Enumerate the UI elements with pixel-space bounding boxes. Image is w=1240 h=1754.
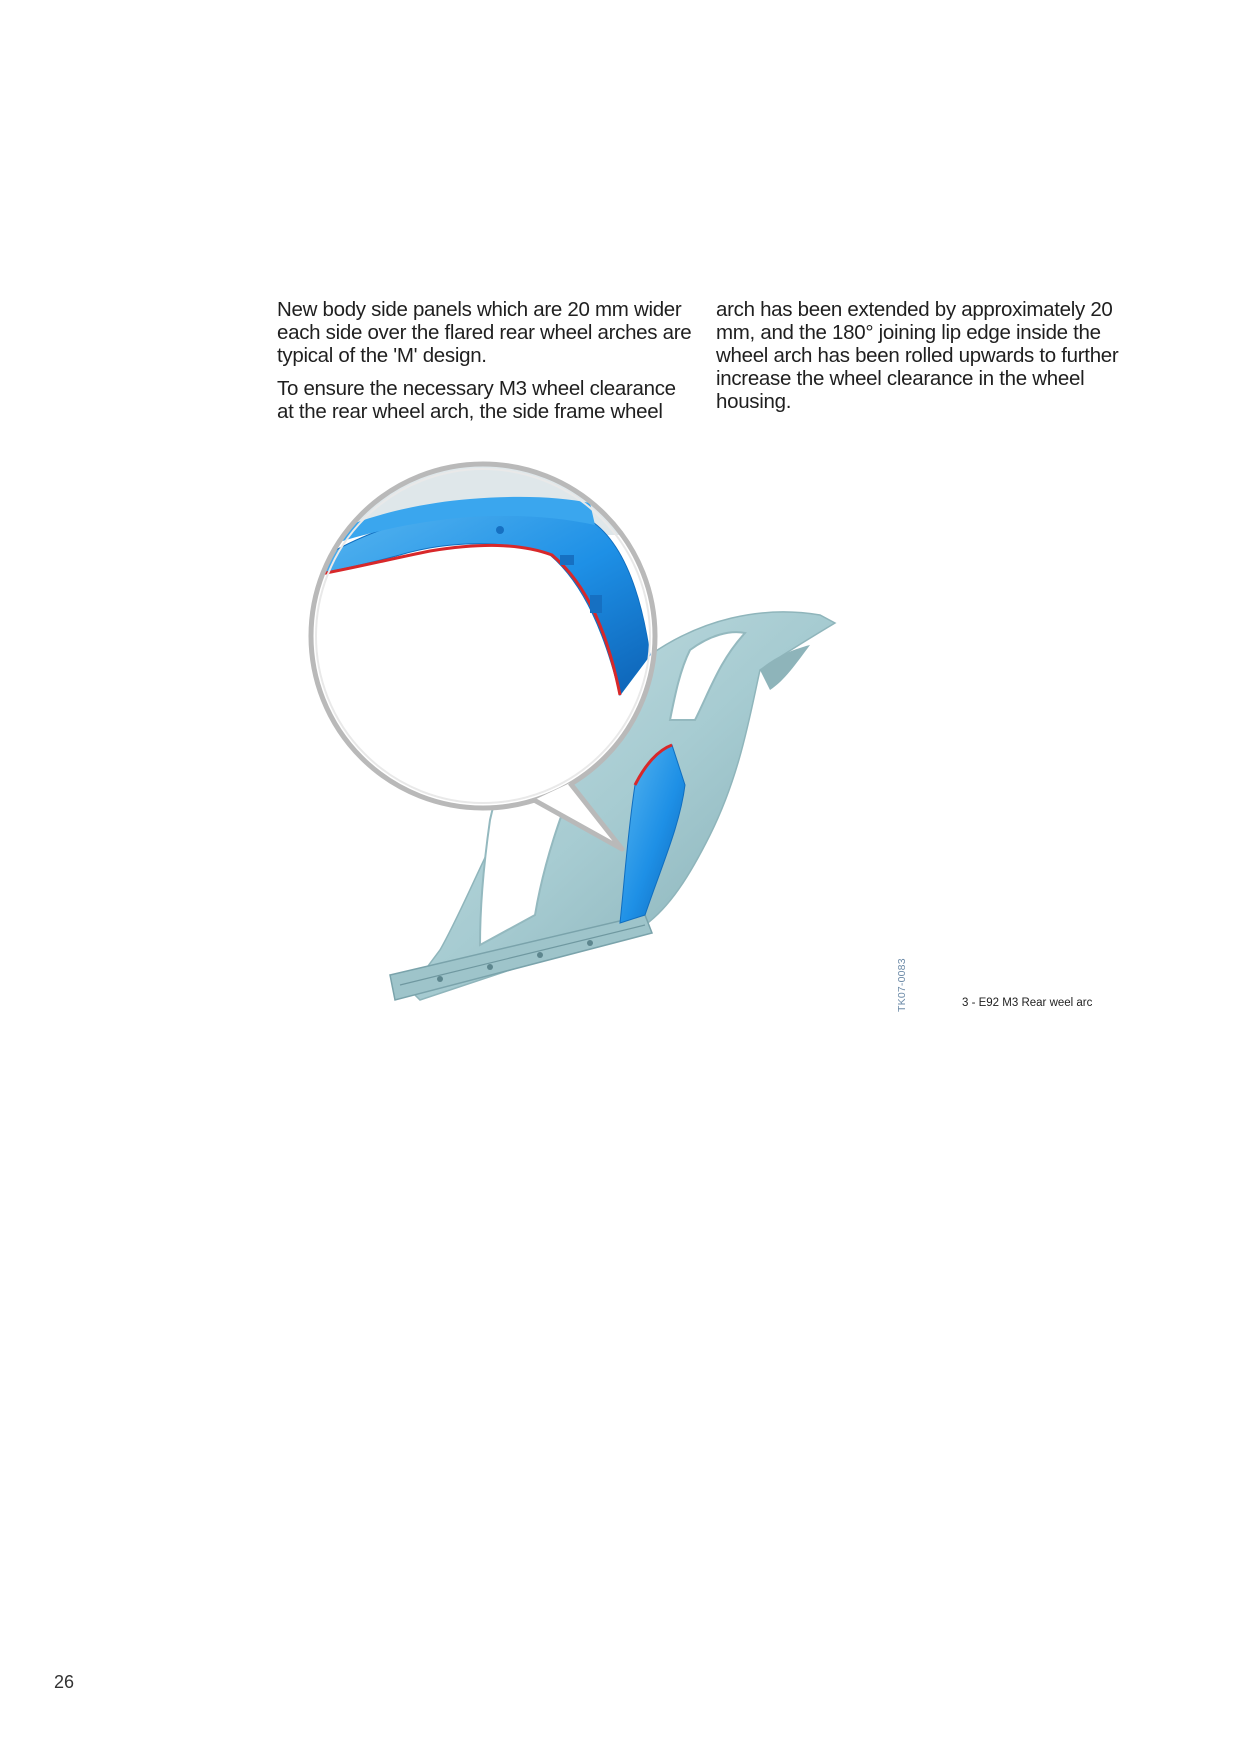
figure-code: TK07-0083 [896,958,908,1012]
figure-caption: 3 - E92 M3 Rear weel arc [962,997,1093,1009]
text-column-right [716,298,1131,423]
body-side-frame-drawing [290,445,930,1025]
text-column-left [277,298,692,433]
rear-wheel-arch-illustration [290,445,930,1025]
paragraph-3: arch has been extended by approximately 20 mm, and the 180° joining lip edge inside the wheel arch has been rolled upwards to further increase the wheel clearance in the wheel housing. [716,298,1119,413]
paragraph-2: To ensure the necessary M3 wheel clearance at the rear wheel arch, the side frame wheel [277,377,676,423]
page-number: 26 [54,1672,75,1692]
paragraph-1: New body side panels which are 20 mm wider each side over the flared rear wheel arches are typical of the 'M' design. [277,298,692,367]
